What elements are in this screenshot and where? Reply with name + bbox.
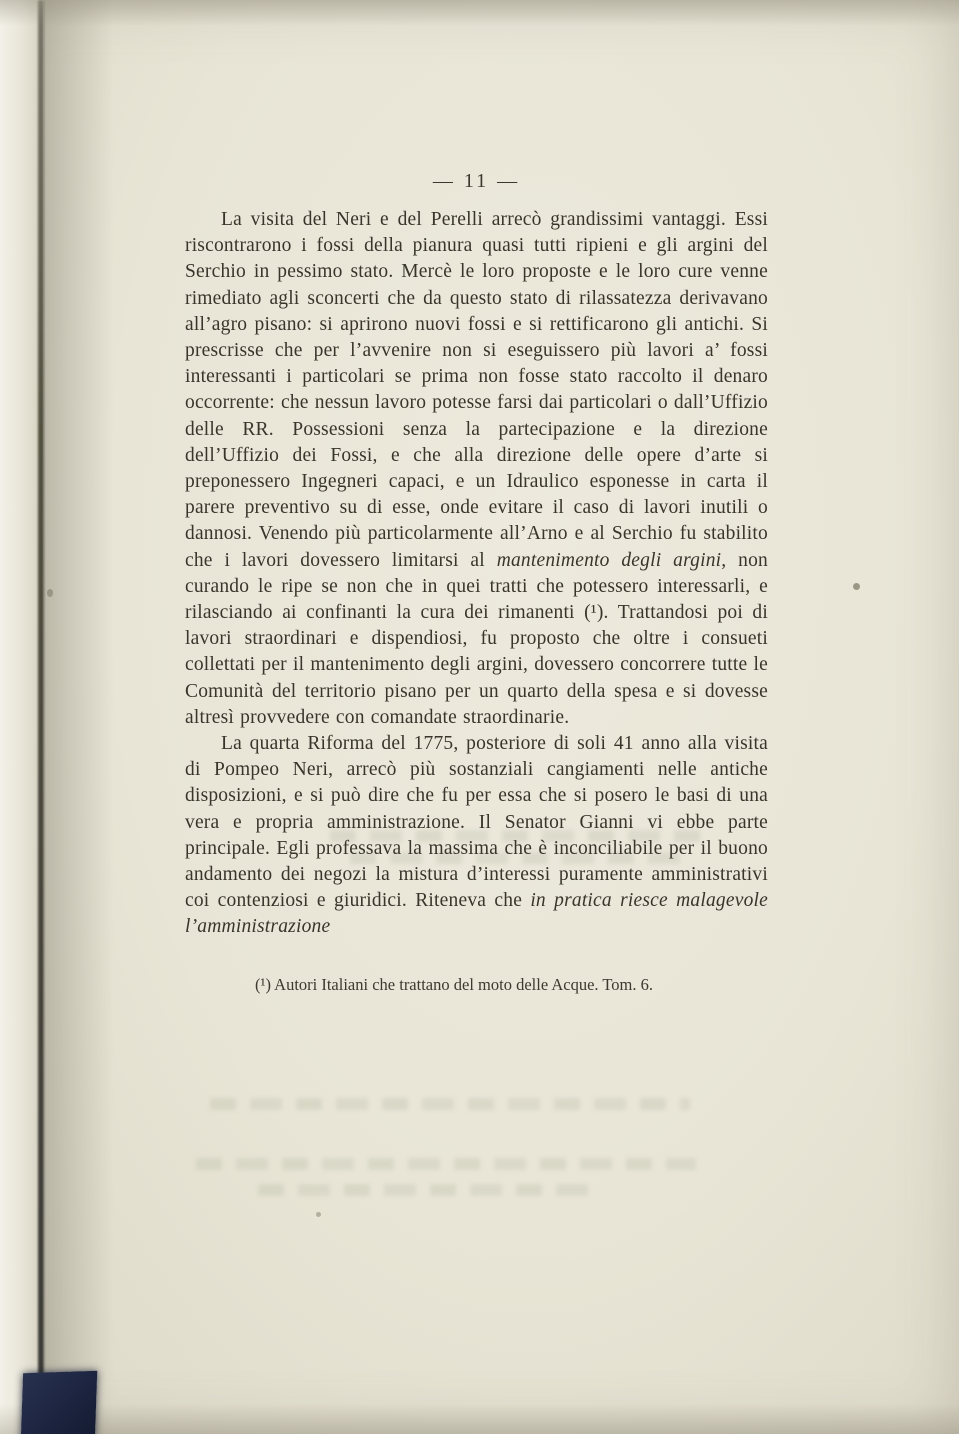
paragraph-1-italic-phrase: mantenimento degli argini,: [496, 549, 727, 571]
paper-speck: [853, 583, 860, 590]
paper-speck: [47, 589, 53, 597]
scan-top-shadow: [0, 0, 959, 26]
page-left-margin-edge: [0, 0, 40, 1434]
paragraph-2: [185, 731, 768, 941]
paragraph-2-text: La quarta Riforma del 1775, posteriore di soli 41 anno alla visita di Pompeo Neri, arrecò più sostanziali cangiamenti nelle antiche disposizioni, e si può dire che fu per essa che si posero le basi di una vera e propria amministrazione. Il Senator Gianni vi ebbe parte principale. Egli professava la massima che è inconciliabile per il buono andamento dei negozi la mistura d’interessi puramente amministrativi coi contenziosi e giuridici. Riteneva che: [185, 733, 768, 912]
paragraph-1-text-continued: non curando le ripe se non che in quei tratti che potessero interessarli, e rilasciando ai confinanti la cura dei rimanenti (¹). Trattandosi poi di lavori straordinari e dispendiosi, fu proposto che oltre i consueti collettati per il mantenimento degli argini, dovessero concorrere tutte le Comunità del territorio pisano per un quarto della spesa e si dovesse altresì provvedere con comandate straordinarie.: [185, 549, 768, 728]
paragraph-2-italic-phrase: in pratica riesce malagevole l’amministrazione: [185, 890, 769, 938]
page-number: — 11 —: [432, 170, 521, 192]
scan-bottom-shadow: [0, 1404, 959, 1434]
paragraph-1: [185, 207, 768, 731]
ink-showthrough: [258, 1184, 588, 1196]
paragraph-1-text: La visita del Neri e del Perelli arrecò grandissimi vantaggi. Essi riscontrarono i fossi della pianura quasi tutti ripieni e gli argini del Serchio in pessimo stato. Mercè le loro proposte e le loro cure venne rimediato agli sconcerti che da questo stato di rilassatezza derivavano all’agro pisano: si aprirono nuovi fossi e si rettificarono gli antichi. Si prescrisse che per l’avvenire non si eseguissero più lavori a’ fossi interessanti i particolari se prima non fosse stato raccolto il denaro occorrente: che nessun lavoro potesse farsi dai particolari o dall’Uffizio delle RR. Possessioni senza la partecipazione e la direzione dell’Uffizio dei Fossi, e che alla direzione delle opere d’arte si preponessero Ingegneri capaci, e un Idraulico esponesse in carta il parere preventivo su di esse, onde evitare il caso di lavori inutili o dannosi. Venendo più particolarmente all’Arno e al Serchio fu stabilito che i lavori dovessero limitarsi al: [185, 209, 768, 571]
ink-showthrough: [210, 1098, 690, 1110]
page-content: [185, 170, 768, 995]
page-edge-shadow: [44, 0, 114, 1434]
ink-showthrough: [196, 1158, 696, 1170]
paper-speck: [316, 1212, 321, 1217]
book-cover-corner: [21, 1371, 98, 1434]
footnote: (¹) Autori Italiani che trattano del moto delle Acque. Tom. 6.: [255, 974, 654, 994]
